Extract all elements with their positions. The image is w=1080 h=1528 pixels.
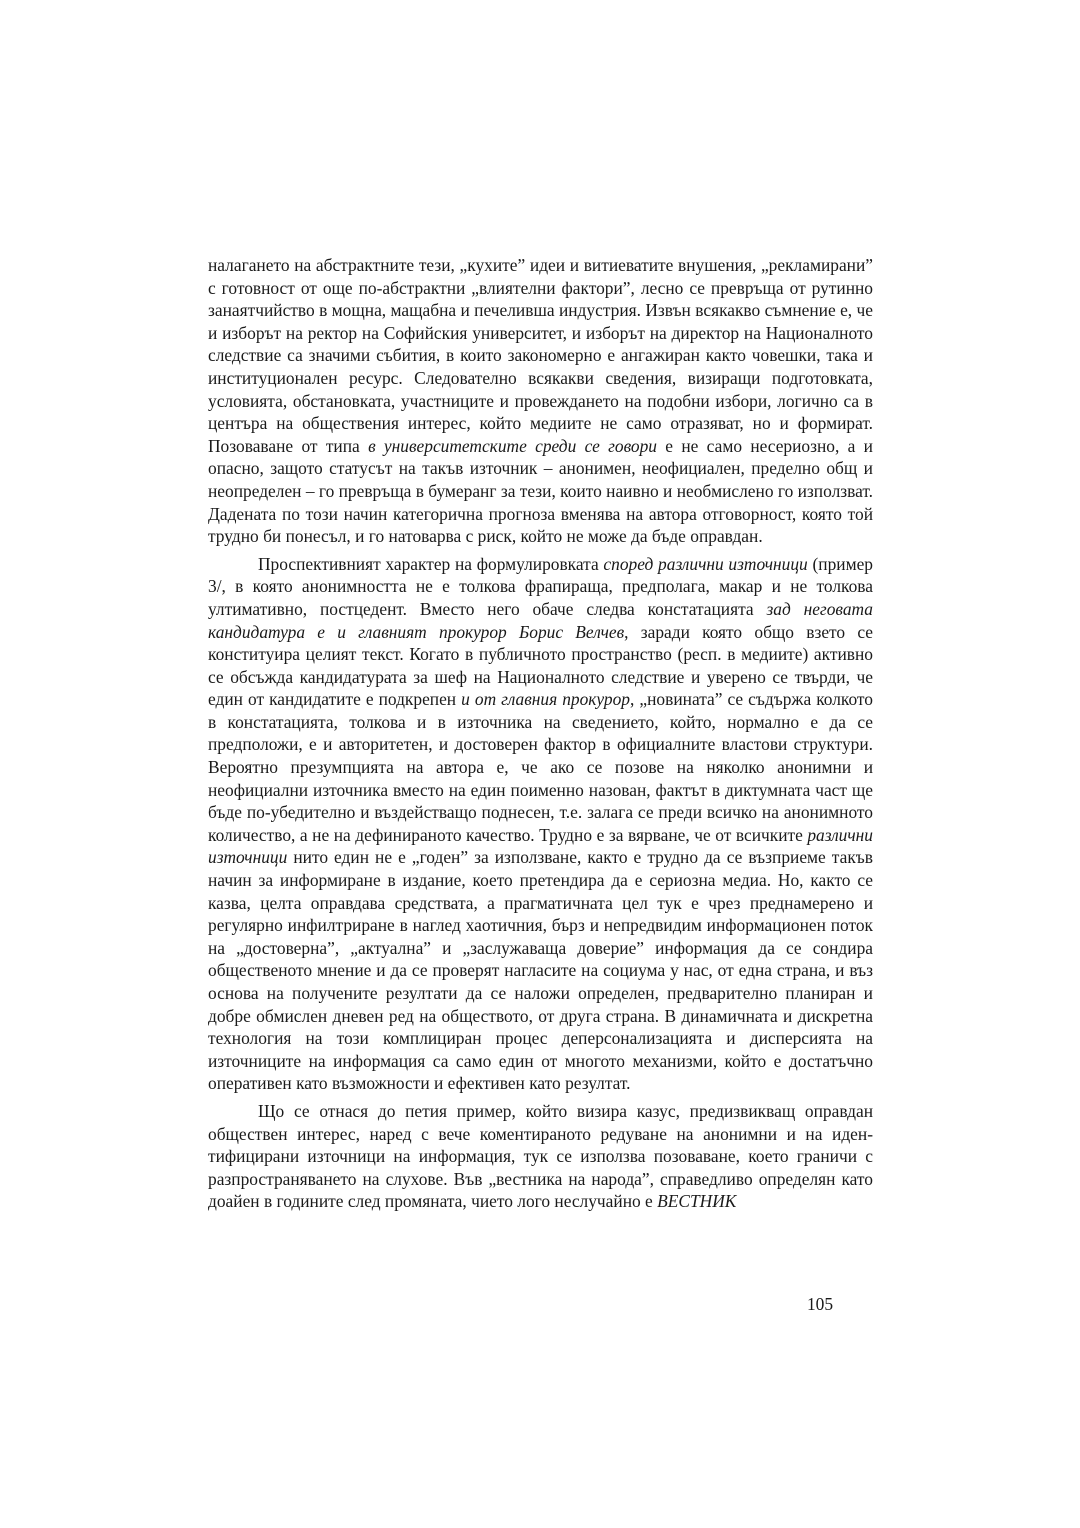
paragraph-3 <box>208 1100 873 1213</box>
text-segment: налагането на абстрактните тези, „кухите” идеи и витиеватите внушения, „рекламирани” с готовност от още по-абстрактни „влиятелни фактори”, лесно се превръща от рутинно занаятчийство в мощна, мащабна и печеливша индустрия. Извън всякакво съмнение е, че и изборът на ректор на Софийския университет, и изборът на директор на Националното следствие са значими събития, в които закономерно е ангажиран както човешки, така и институционален ресурс. Следователно всякакви сведения, визиращи подготовката, условията, обстановката, участниците и провеждането на подобни избори, логично са в центъра на обществения интерес, който медиите не само отразяват, но и формират. Позоваване от типа <box>208 255 873 456</box>
paragraph-2 <box>208 553 873 1095</box>
italic-quote: ВЕСТНИК <box>657 1191 737 1212</box>
text-segment: е не само несериозно, а и опасно, защото статусът на такъв източник – анонимен, неофициален, пределно общ и неопределен – го превръща в бумеранг за тези, които наивно и необмислено го използват. Дадената по този начин категорична прогноза вменява на автора отговорност, която той трудно би понесъл, и го натоварва с риск, който не може да бъде оправдан. <box>208 435 874 547</box>
body-text <box>208 254 873 1213</box>
text-segment: нито един не е „годен” за използване, както е трудно да се възприеме такъв начин за информиране в издание, което претендира да е сериозна медиа. Но, както се казва, целта оправдава средствата, а прагматичната цел тук е чрез преднамерено и регулярно инфилтриране в наглед хаотичния, бърз и непредвидим информационен поток на „достоверна”, „актуална” и „заслужаваща доверие” информация да се сондира общественото мнение и да се проверят нагласите на социума у нас, от една страна, и въз основа на получените резултати да се наложи определен, предварително планиран и добре обмислен дневен ред на обществото, от друга страна. В динамичната и дискретна технология на този комплициран процес деперсонализацията и дисперсията на източниците на информация са само един от многото механизми, който е достатъчно оперативен като възможности и ефективен като резултат. <box>208 847 873 1094</box>
text-segment: , заради която общо взето се конституира целият текст. Когато в публичното пространство (респ. в медиите) активно се обсъжда кандидатурата за шеф на Националното следствие и уверено се твърди, че един от кандидатите е подкрепен <box>208 621 873 710</box>
italic-quote: и от главния прокурор <box>461 689 631 710</box>
text-segment: , „новината” се съдържа колкото в констатацията, толкова и в източника на сведението, който, нормално е да се предположи, е и авторитетен, и достоверен фактор в официалните властови структури. Вероятно презумпцията на автора е, че ако се позове на няколко анонимни и неофициални източника вместо на един поименно назован, фактът в диктумната част ще бъде по-убедително и въздействащо поднесен, т.е. залага се преди всичко на анонимното количество, а не на дефинираното качество. Трудно е за вярване, че от всичките <box>208 689 873 845</box>
page-number: 105 <box>806 1294 834 1314</box>
italic-quote: зад неговата кандидатура е и главният прокурор Борис Велчев <box>208 598 873 642</box>
text-segment: (пример 3/, в която анонимността не е толкова фрапираща, предполага, макар и не толкова ултимативно, постцедент. Вместо него обаче следва констатацията <box>208 553 873 619</box>
italic-quote: в университетските среди се говори <box>368 435 657 456</box>
italic-quote: според различни източници <box>603 553 808 574</box>
italic-quote: различни източници <box>208 824 873 868</box>
text-segment: Проспективният характер на формулировката <box>258 553 604 574</box>
text-segment: Що се отнася до петия пример, който визира казус, предизвикващ оправдан обществен интерес, наред с вече коментираното редуване на анонимни и на идентифицирани източници на информация, тук се използва позоваване, което граничи с разпространяването на слухове. Във „вестника на народа”, справедливо определян като доайен в годините след промяната, чието лого неслучайно е <box>208 1100 873 1212</box>
paragraph-1 <box>208 254 873 548</box>
